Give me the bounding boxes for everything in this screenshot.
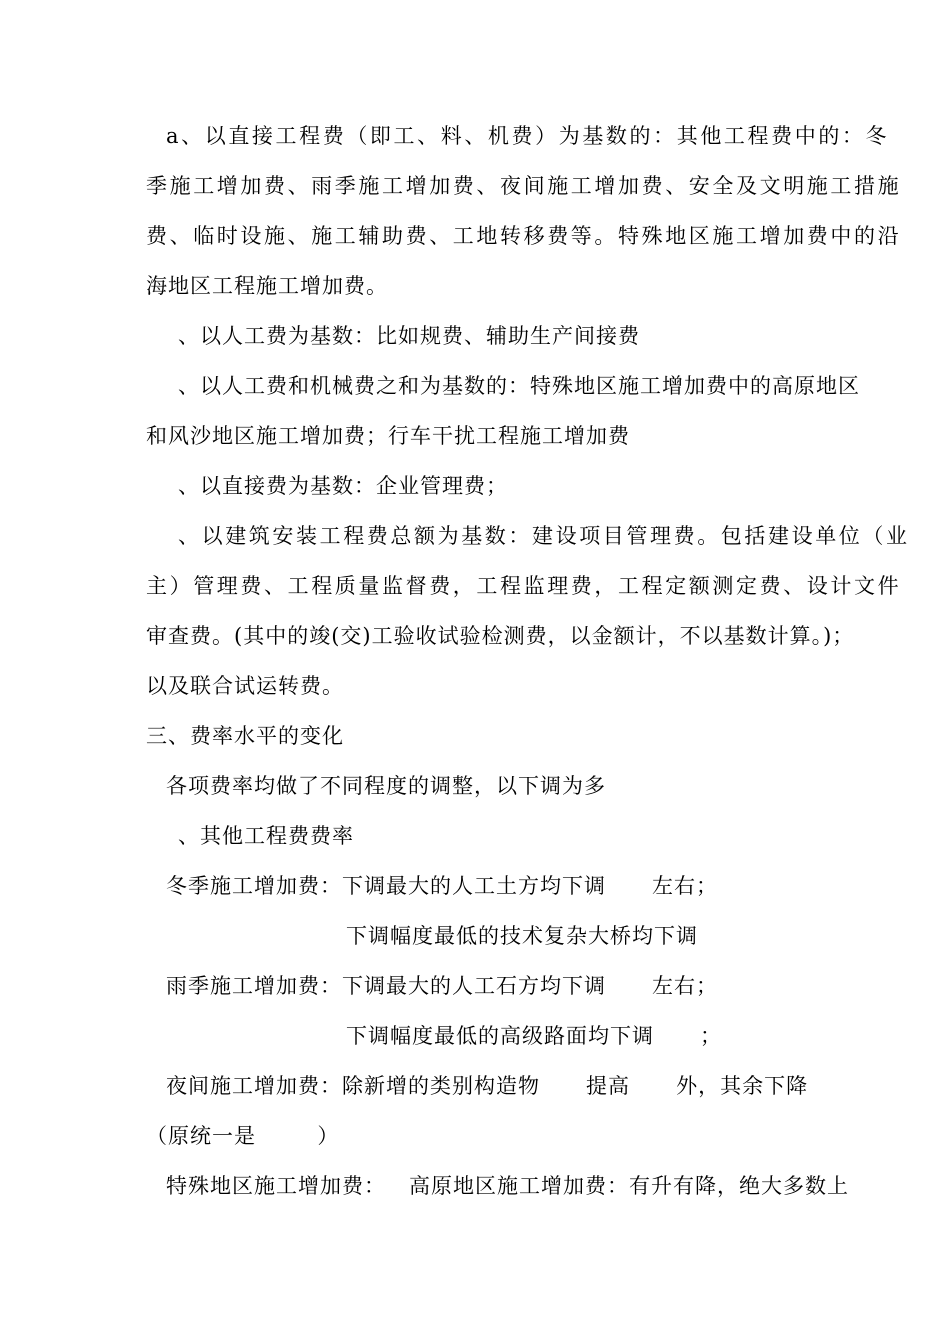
paragraph-line: 夜间施工增加费：除新增的类别构造物 提高 外，其余下降 — [166, 1074, 809, 1098]
paragraph-line: 审查费。(其中的竣(交)工验收试验检测费，以金额计，不以基数计算。)； — [146, 624, 855, 648]
paragraph-line: 下调幅度最低的技术复杂大桥均下调 — [346, 924, 698, 948]
paragraph-line: 、以人工费和机械费之和为基数的：特殊地区施工增加费中的高原地区 — [178, 374, 860, 398]
paragraph-line: 下调幅度最低的高级路面均下调 ； — [346, 1024, 723, 1048]
paragraph-line: （原统一是 ） — [146, 1124, 340, 1148]
paragraph-line: 、以建筑安装工程费总额为基数：建设项目管理费。包括建设单位（业 — [178, 524, 910, 548]
subsection-heading: 、其他工程费费率 — [178, 824, 354, 848]
paragraph-line: 海地区工程施工增加费。 — [146, 274, 388, 298]
paragraph-line: a、以直接工程费（即工、料、机费）为基数的：其他工程费中的：冬 — [166, 124, 890, 148]
paragraph-line: 、以直接费为基数：企业管理费； — [178, 474, 508, 498]
paragraph-line: 和风沙地区施工增加费；行车干扰工程施工增加费 — [146, 424, 630, 448]
section-heading: 三、费率水平的变化 — [146, 724, 344, 748]
paragraph-line: 特殊地区施工增加费： 高原地区施工增加费：有升有降，绝大多数上 — [166, 1174, 850, 1198]
paragraph-line: 冬季施工增加费：下调最大的人工土方均下调 左右； — [166, 874, 719, 898]
paragraph-line: 季施工增加费、雨季施工增加费、夜间施工增加费、安全及文明施工措施 — [146, 174, 902, 198]
paragraph-line: 各项费率均做了不同程度的调整，以下调为多 — [166, 774, 606, 798]
paragraph-line: 主）管理费、工程质量监督费，工程监理费，工程定额测定费、设计文件 — [146, 574, 902, 598]
paragraph-line: 雨季施工增加费：下调最大的人工石方均下调 左右； — [166, 974, 719, 998]
paragraph-line: 费、临时设施、施工辅助费、工地转移费等。特殊地区施工增加费中的沿 — [146, 224, 902, 248]
paragraph-line: 、以人工费为基数：比如规费、辅助生产间接费 — [178, 324, 640, 348]
paragraph-line: 以及联合试运转费。 — [146, 674, 344, 698]
